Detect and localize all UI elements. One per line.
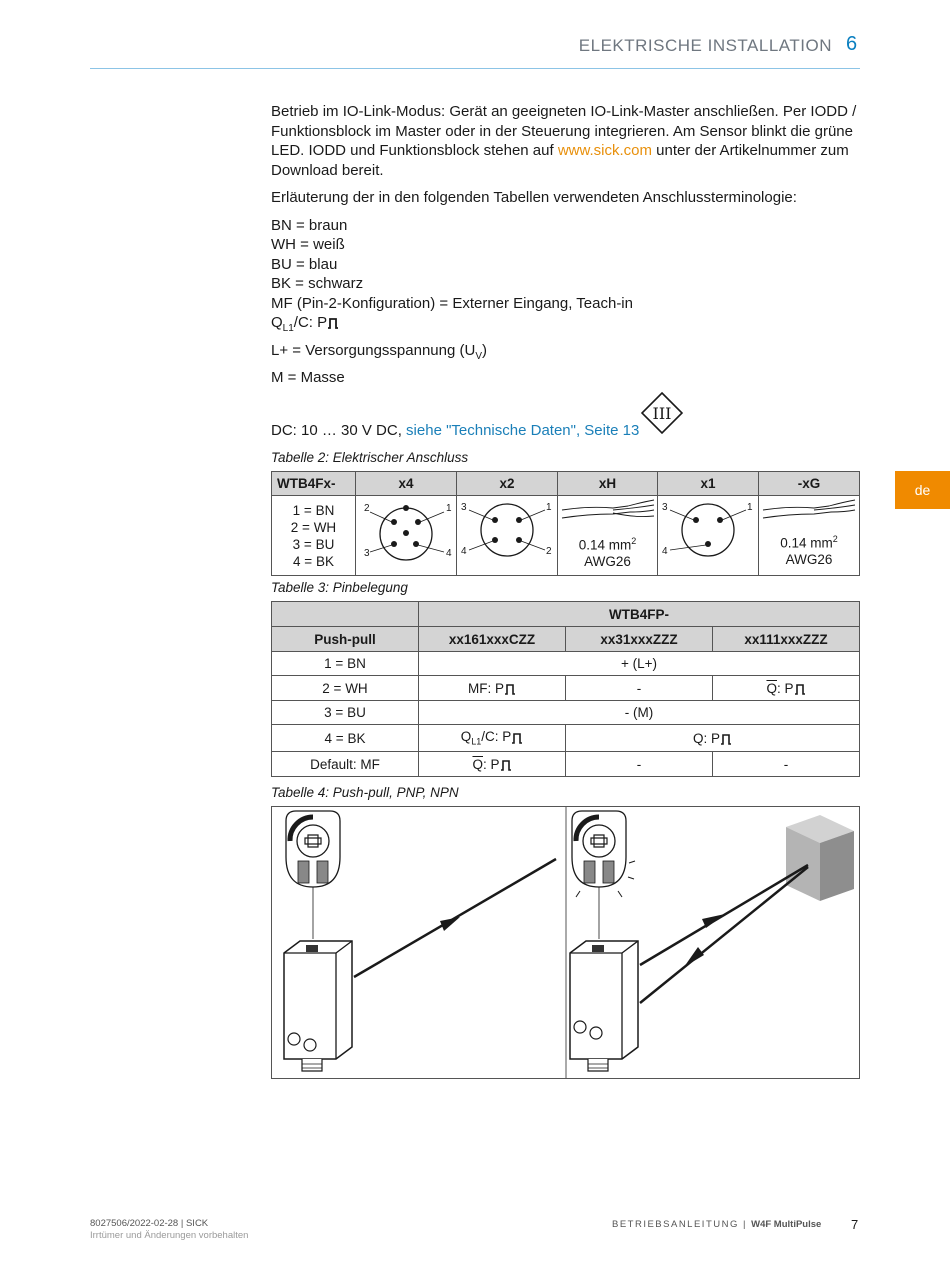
x4-pin2-label: 2 <box>364 503 370 514</box>
t3-r4-c1-sub: L1 <box>471 736 482 747</box>
t3-r2-label: 2 = WH <box>272 676 419 701</box>
term-q-main: Q <box>271 314 283 331</box>
t2-pin-2: 2 = WH <box>290 519 337 535</box>
t3-r5-c1 <box>419 752 566 777</box>
t3-r2-c2: - <box>566 676 713 701</box>
pulse-icon <box>720 733 732 745</box>
term-m: M = Masse <box>271 369 345 386</box>
x2-pin2-label: 2 <box>546 546 552 557</box>
x2-pin3-label: 3 <box>461 502 467 513</box>
t3-r4-span <box>566 725 860 752</box>
t2-header-2: x2 <box>457 472 558 496</box>
term-q-sub: L1 <box>282 323 294 334</box>
t3-r2-c3-q: $\overline{Q}$ <box>766 680 777 696</box>
pulse-icon <box>500 759 512 771</box>
xg-cable-awg: AWG26 <box>785 551 833 567</box>
t2-header-0: WTB4Fx- <box>272 472 356 496</box>
footer-doc-id: 8027506/2022-02-28 | SICK <box>90 1218 209 1229</box>
beam-out <box>640 865 808 965</box>
sick-link[interactable]: www.sick.com <box>557 142 653 159</box>
t3-r1-label: 1 = BN <box>272 652 419 676</box>
t2-xh-cell <box>558 496 658 576</box>
chapter-number: 6 <box>846 33 858 55</box>
term-q-rest: /C: P <box>293 314 328 331</box>
term-lplus-sub: V <box>475 350 482 362</box>
t3-r4-span-text: Q: P <box>692 730 720 746</box>
xg-cable-spec <box>759 531 859 568</box>
dc-voltage-line <box>271 422 639 439</box>
pulse-icon <box>511 732 523 744</box>
sensor-illustration <box>272 807 859 1078</box>
t3-corner <box>272 602 419 627</box>
t3-group-header: WTB4FP- <box>419 602 860 627</box>
t2-pin-list <box>272 496 356 576</box>
t3-r5-c1-text: : P <box>483 756 500 772</box>
t3-r5-c2: - <box>566 752 713 777</box>
term-bn: BN = braun <box>271 216 348 234</box>
arrow-out <box>702 914 725 928</box>
term-lplus <box>271 341 861 367</box>
t3-header-1: xx161xxxCZZ <box>419 627 566 652</box>
t3-r2-c3 <box>713 676 860 701</box>
intro-section <box>271 102 861 388</box>
t3-r2-c3-text: : P <box>777 680 794 696</box>
t3-r4-c1-q: Q <box>460 729 472 745</box>
x1-pin1-label: 1 <box>747 502 753 513</box>
terminology-list <box>271 216 861 388</box>
pulse-icon <box>504 683 516 695</box>
protection-class-icon <box>641 392 683 434</box>
footer-center <box>612 1219 821 1230</box>
protection-class-label: III <box>652 404 672 423</box>
footer-left <box>90 1218 248 1242</box>
language-tab[interactable]: de <box>895 471 950 509</box>
term-mf: MF (Pin-2-Konfiguration) = Externer Eingang, Teach-in <box>271 294 633 312</box>
sensor-left <box>284 941 352 1071</box>
intro-text-b: unter der Artikelnummer zum Download bereit. <box>271 142 849 179</box>
t2-x1-cell <box>658 496 759 576</box>
t3-r4-c1 <box>419 725 566 752</box>
intro-text-a: Betrieb im IO-Link-Modus: Gerät an geeigneten IO-Link-Master anschließen. Per IODD / Funktionsblock im Master oder in der Steuerung integrieren. Am Sensor blinkt die grüne LED. IODD und Funktionsblock stehen auf <box>271 103 857 159</box>
t2-pin-1: 1 = BN <box>292 502 335 518</box>
term-lplus-a: L+ = Versorgungsspannung (U <box>271 341 476 359</box>
term-lplus-b: ) <box>481 341 487 359</box>
arrow-left <box>440 917 460 931</box>
t2-header-5: -xG <box>759 472 860 496</box>
pulse-icon <box>794 683 806 695</box>
potentiometer-right <box>572 811 635 939</box>
xh-cable-size: 0.14 mm <box>578 537 632 553</box>
t3-r4-label: 4 = BK <box>272 725 419 752</box>
xh-cable-awg: AWG26 <box>584 553 631 569</box>
pulse-icon <box>327 317 339 329</box>
xh-cable-spec <box>558 533 657 570</box>
terminology-intro: Erläuterung der in den folgenden Tabellen verwendeten Anschlussterminologie: <box>271 189 797 206</box>
t3-header-2: xx31xxxZZZ <box>566 627 713 652</box>
header-divider <box>90 68 860 69</box>
x4-pin1-label: 1 <box>446 503 452 514</box>
t2-header-1: x4 <box>356 472 457 496</box>
table2-caption: Tabelle 2: Elektrischer Anschluss <box>271 450 469 465</box>
t3-r2-c1 <box>419 676 566 701</box>
t3-r2-c1-text: MF: P <box>468 680 504 696</box>
cable-icon <box>558 496 657 526</box>
x4-pin3-label: 3 <box>364 548 370 559</box>
x1-pin4-label: 4 <box>662 546 668 557</box>
xg-cable-sup: 2 <box>832 534 838 544</box>
sensor-right <box>570 941 638 1071</box>
table3-caption: Tabelle 3: Pinbelegung <box>271 580 408 595</box>
t3-header-3: xx111xxxZZZ <box>713 627 860 652</box>
xg-cable-size: 0.14 mm <box>780 535 833 551</box>
x1-pin3-label: 3 <box>662 502 668 513</box>
t2-header-4: x1 <box>658 472 759 496</box>
t3-r5-c3: - <box>713 752 860 777</box>
connector-4pin-b-icon <box>457 496 557 572</box>
t2-pin-4: 4 = BK <box>293 553 334 569</box>
t3-r3-span: - (M) <box>419 701 860 725</box>
x4-pin4-label: 4 <box>446 548 452 559</box>
t3-r5-c1-q: $\overline{Q}$ <box>472 756 483 772</box>
term-bk: BK = schwarz <box>271 275 364 292</box>
pin-assignment-table <box>271 601 860 777</box>
arrow-return <box>684 947 704 967</box>
connection-table <box>271 471 860 576</box>
dc-text: DC: 10 … 30 V DC, <box>271 422 407 439</box>
connector-4pin-icon <box>356 496 456 572</box>
target-object <box>786 815 854 901</box>
header-title: ELEKTRISCHE INSTALLATION <box>578 36 832 55</box>
t3-r4-c1-text: /C: P <box>481 729 512 745</box>
t2-x4-cell <box>356 496 457 576</box>
footer-product-name: W4F MultiPulse <box>751 1219 822 1230</box>
t3-r5-label: Default: MF <box>272 752 419 777</box>
sensor-diagram-frame <box>271 806 860 1079</box>
beam-return <box>640 867 808 1003</box>
term-wh: WH = weiß <box>271 236 345 253</box>
t2-x2-cell <box>457 496 558 576</box>
xh-cable-sup: 2 <box>631 536 637 546</box>
term-q <box>271 313 861 339</box>
t3-header-0: Push-pull <box>272 627 419 652</box>
term-bu: BU = blau <box>271 255 338 273</box>
footer-manual-label: BETRIEBSANLEITUNG | <box>612 1219 752 1230</box>
table4-caption: Tabelle 4: Push-pull, PNP, NPN <box>271 785 459 800</box>
t2-xg-cell <box>759 496 860 576</box>
intro-paragraph <box>271 102 861 180</box>
t3-r1-span: + (L+) <box>419 652 860 676</box>
cable-plug-icon <box>759 496 859 526</box>
t2-header-3: xH <box>558 472 658 496</box>
connector-3pin-icon <box>658 496 758 572</box>
x2-pin4-label: 4 <box>461 546 467 557</box>
t3-r3-label: 3 = BU <box>272 701 419 725</box>
tech-data-link[interactable]: siehe "Technische Daten", Seite 13 <box>406 422 640 439</box>
footer-note: Irrtümer und Änderungen vorbehalten <box>90 1230 249 1241</box>
t2-pin-3: 3 = BU <box>292 536 335 552</box>
potentiometer-left <box>286 811 340 939</box>
x2-pin1-label: 1 <box>546 502 552 513</box>
page-number: 7 <box>851 1217 859 1232</box>
